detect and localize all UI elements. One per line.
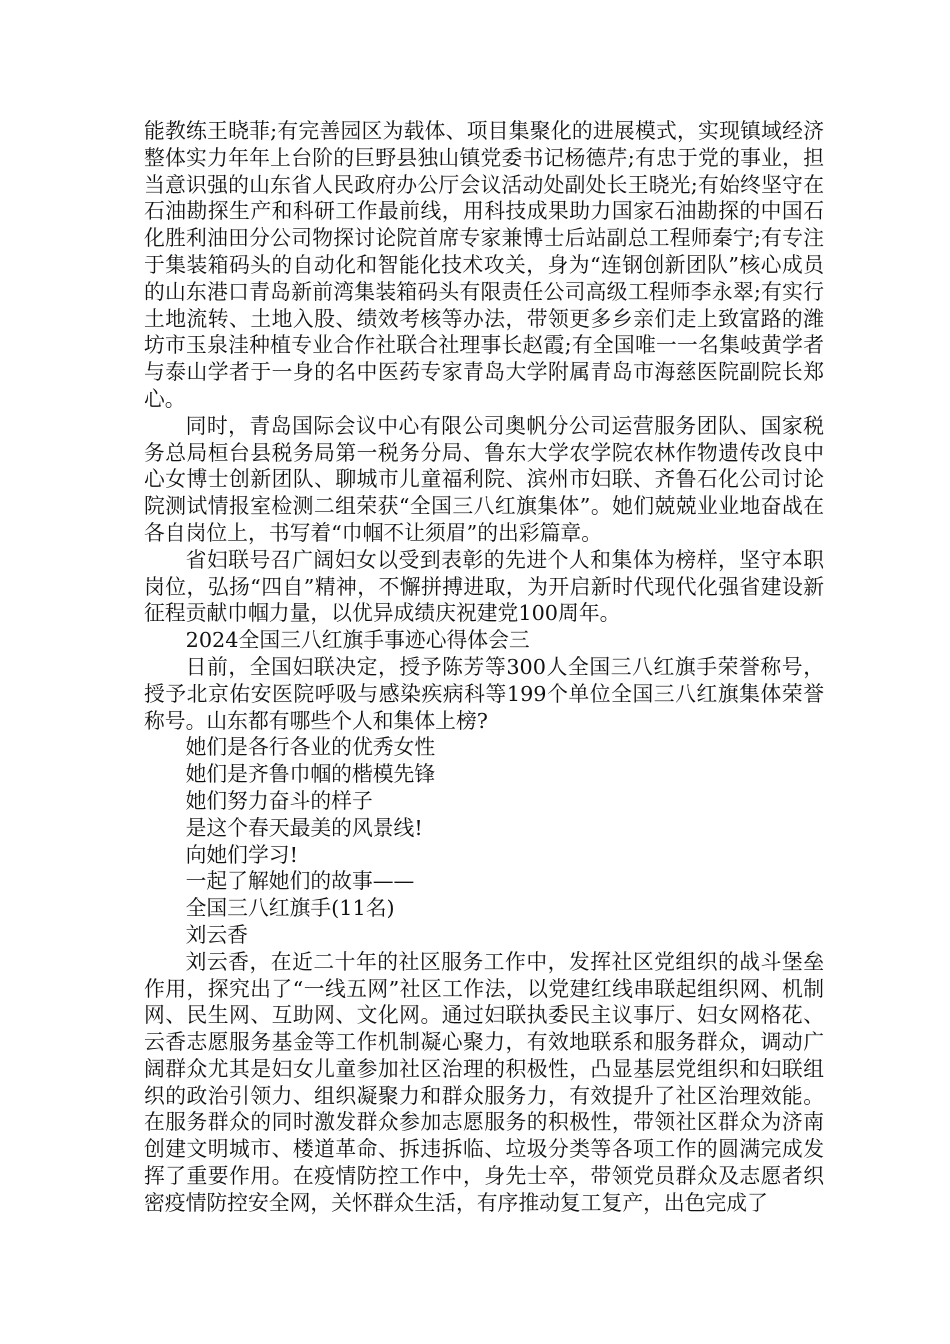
person-name-heading: 刘云香: [185, 922, 248, 947]
paragraph-federation-call: 省妇联号召广阔妇女以受到表彰的先进个人和集体为榜样，坚守本职岗位，弘扬“四自”精神，不懈拼搏进取，为开启新时代现代化强省建设新征程贡献巾帼力量，以优异成绩庆祝建党100周年。: [144, 547, 824, 626]
verse-line-3: 她们努力奋斗的样子: [185, 788, 373, 813]
verse-line-1: 她们是各行各业的优秀女性: [185, 735, 436, 760]
verse-line-5: 向她们学习!: [185, 842, 298, 867]
paragraph-collective-awards: 同时，青岛国际会议中心有限公司奥帆分公司运营服务团队、国家税务总局桓台县税务局第一税务分局、鲁东大学农学院农林作物遗传改良中心女博士创新团队、聊城市儿童福利院、滨州市妇联、齐鲁石化公司讨论院测试情报室检测二组荣获“全国三八红旗集体”。她们兢兢业业地奋战在各自岗位上，书写着“巾帼不让须眉”的出彩篇章。: [144, 413, 824, 545]
document-page: [144, 118, 824, 1217]
subsection-heading: 全国三八红旗手(11名): [185, 896, 395, 921]
verse-line-6: 一起了解她们的故事——: [185, 869, 415, 894]
paragraph-award-list-continued: 能教练王晓菲;有完善园区为载体、项目集聚化的进展模式，实现镇域经济整体实力年年上台阶的巨野县独山镇党委书记杨德芹;有忠于党的事业，担当意识强的山东省人民政府办公厅会议活动处副处长王晓光;有始终坚守在石油勘探生产和科研工作最前线，用科技成果助力国家石油勘探的中国石化胜利油田分公司物探讨论院首席专家兼博士后站副总工程师秦宁;有专注于集装箱码头的自动化和智能化技术攻关，身为“连钢创新团队”核心成员的山东港口青岛新前湾集装箱码头有限责任公司高级工程师李永翠;有实行土地流转、土地入股、绩效考核等办法，带领更多乡亲们走上致富路的潍坊市玉泉洼种植专业合作社联合社理事长赵霞;有全国唯一一名集岐黄学者与泰山学者于一身的名中医药专家青岛大学附属青岛市海慈医院副院长郑心。: [144, 119, 824, 411]
paragraph-announcement: 日前，全国妇联决定，授予陈芳等300人全国三八红旗手荣誉称号，授予北京佑安医院呼吸与感染疾病科等199个单位全国三八红旗集体荣誉称号。山东都有哪些个人和集体上榜?: [144, 654, 824, 733]
paragraph-person-story: 刘云香，在近二十年的社区服务工作中，发挥社区党组织的战斗堡垒作用，探究出了“一线五网”社区工作法，以党建红线串联起组织网、机制网、民生网、互助网、文化网。通过妇联执委民主议事厅、妇女网格花、云香志愿服务基金等工作机制凝心聚力，有效地联系和服务群众，调动广阔群众尤其是妇女儿童参加社区治理的积极性，凸显基层党组织和妇联组织的政治引领力、组织凝聚力和群众服务力，有效提升了社区治理效能。在服务群众的同时激发群众参加志愿服务的积极性，带领社区群众为济南创建文明城市、楼道革命、拆违拆临、垃圾分类等各项工作的圆满完成发挥了重要作用。在疫情防控工作中，身先士卒，带领党员群众及志愿者织密疫情防控安全网，关怀群众生活，有序推动复工复产，出色完成了: [144, 949, 824, 1215]
section-heading: 2024全国三八红旗手事迹心得体会三: [185, 628, 530, 653]
verse-line-4: 是这个春天最美的风景线!: [185, 815, 423, 840]
verse-line-2: 她们是齐鲁巾帼的楷模先锋: [185, 762, 436, 787]
